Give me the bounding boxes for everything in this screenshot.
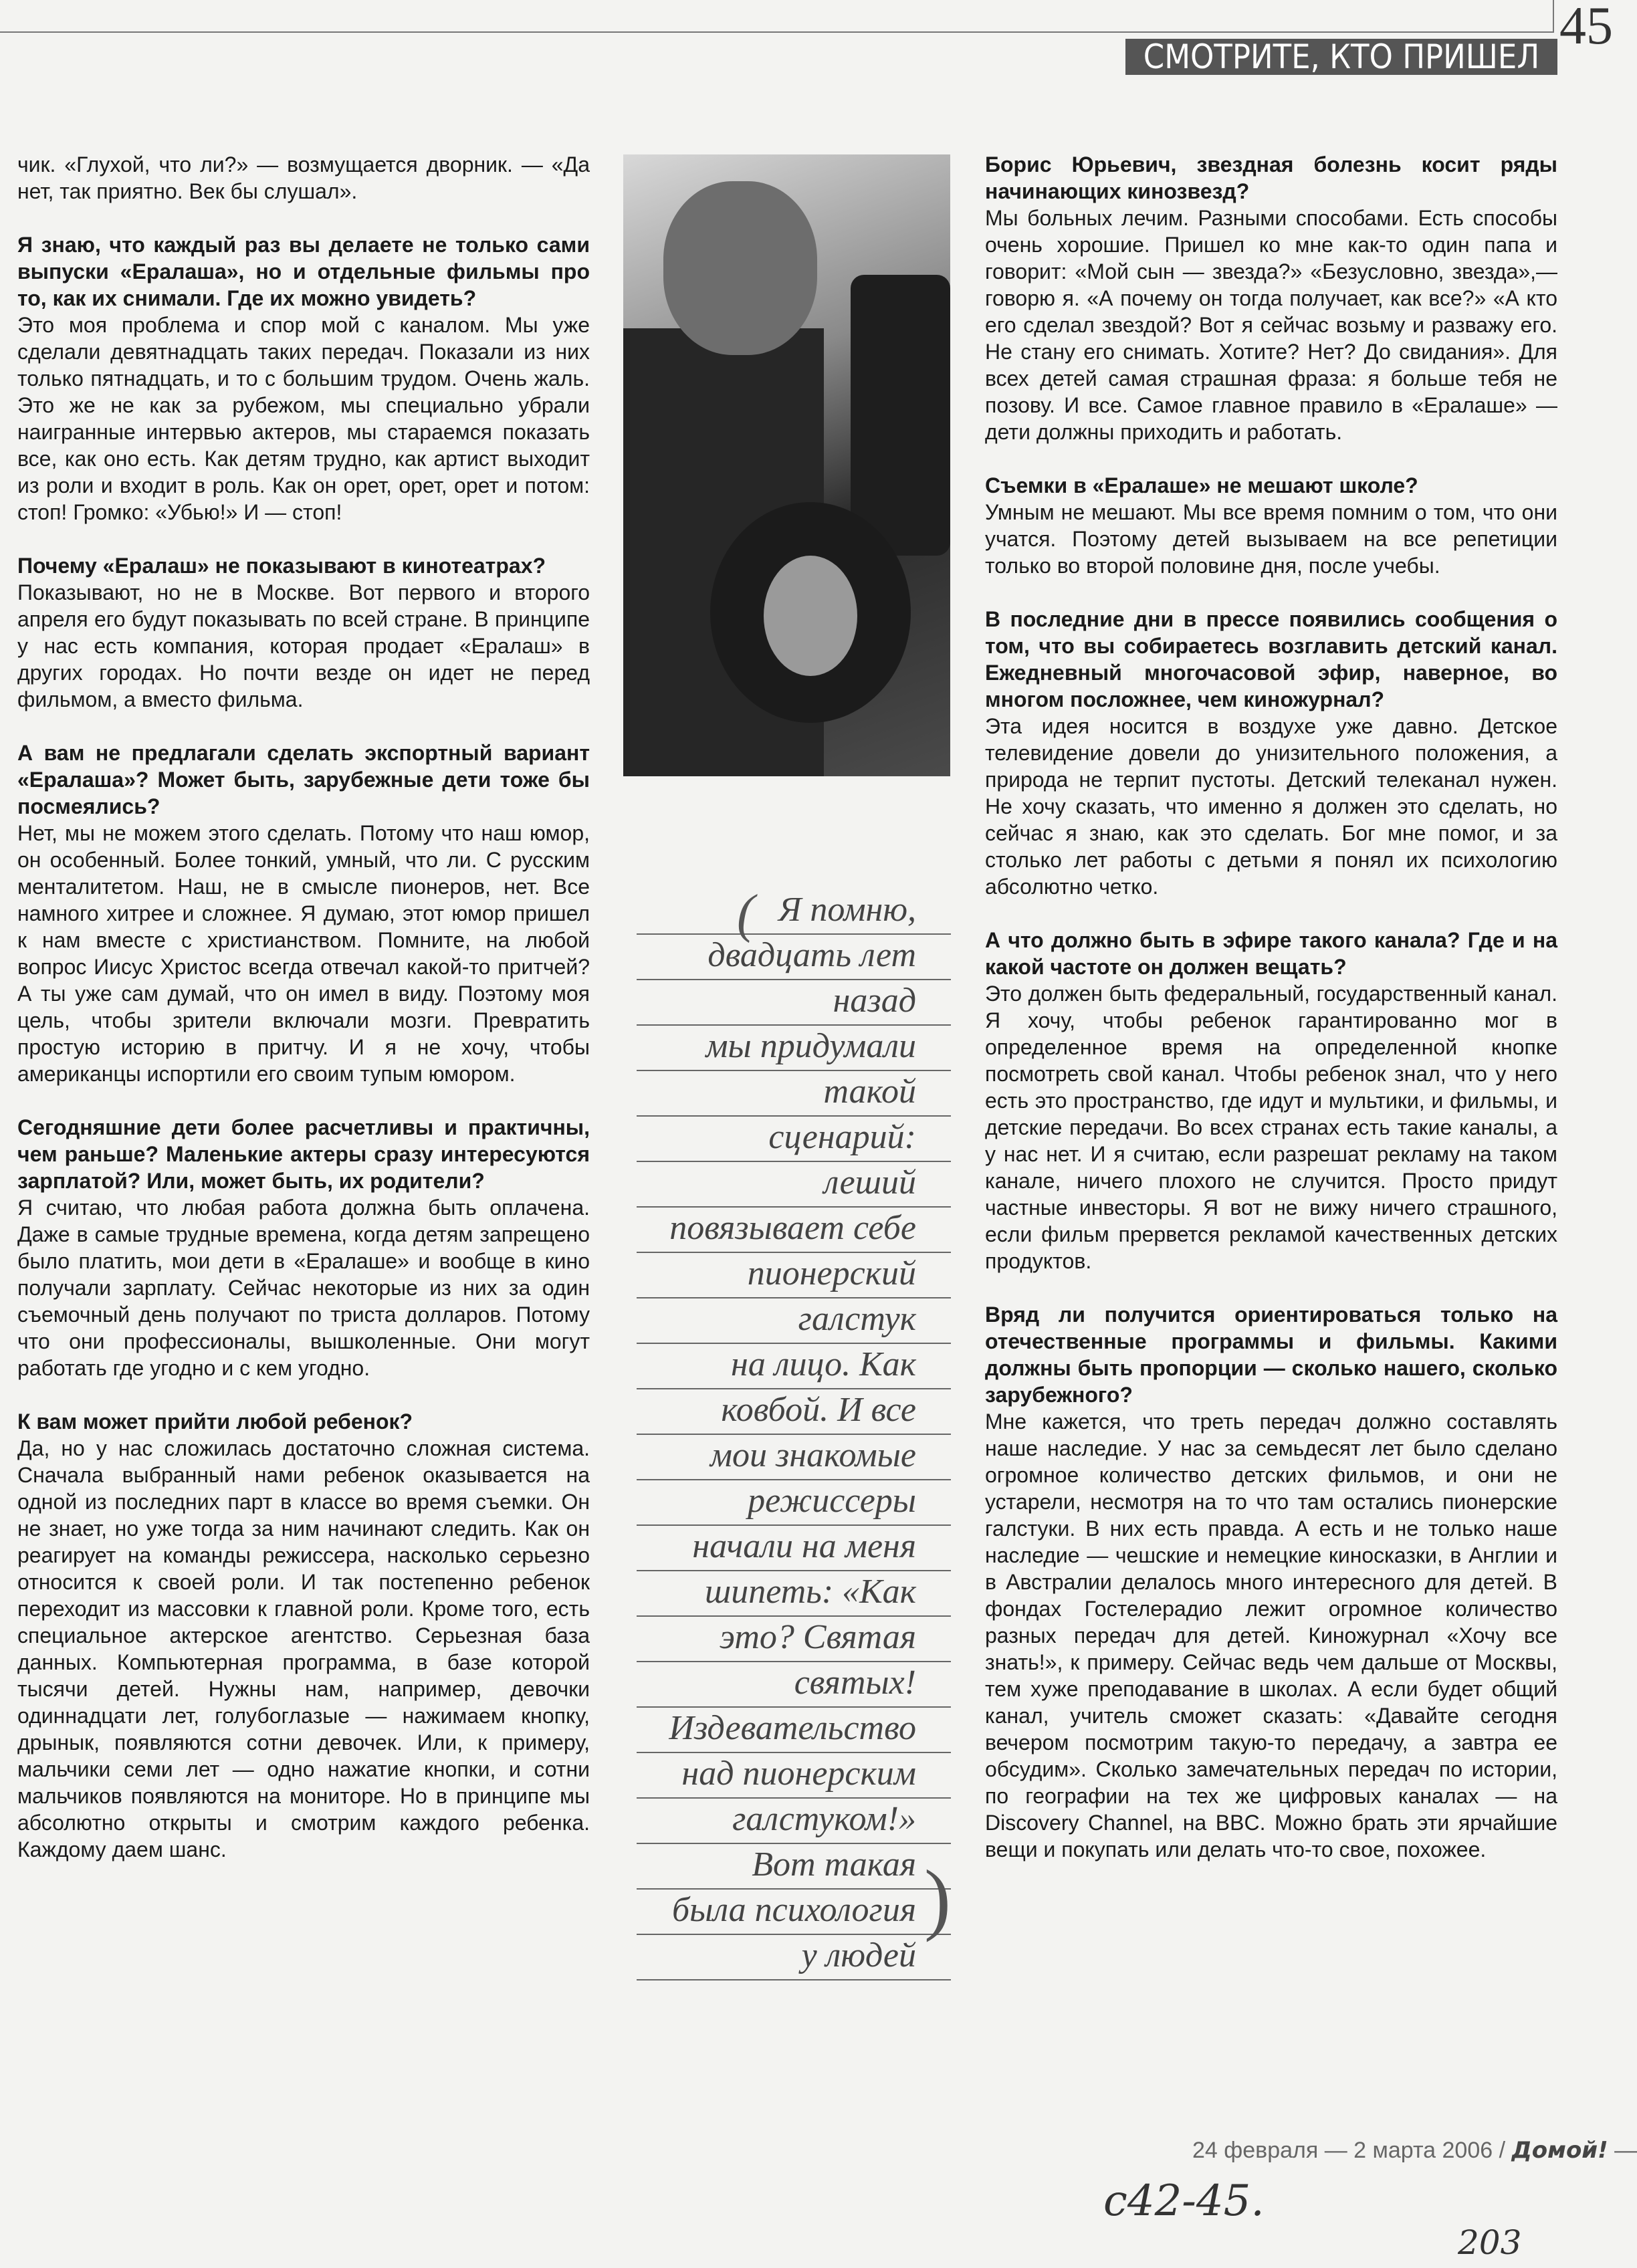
interview-question: К вам может прийти любой ребенок? [17, 1409, 413, 1434]
pull-quote-line: шипеть: «Как [637, 1571, 951, 1617]
right-column [985, 151, 1557, 1890]
pull-quote-line: Вот такая [637, 1844, 951, 1890]
interview-answer: Мне кажется, что треть передач должно составлять наше наследие. У нас за семьдесят лет было сделано огромное количество детских фильмов, и они не устарели, несмотря на то что там остались пионерские галстуки. В них есть правда. А есть и не только наше наследие — чешские и немецкие киносказки, в Англии и в Австралии делалось много интересного для детей. В фондах Гостелерадио лежит огромное количество разных передач для детей. Киножурнал «Хочу все знать!», к примеру. Сейчас ведь чем дальше от Москвы, тем хуже преподавание в школах. А если будет общий канал, учитель сможет сказать: «Давайте сегодня вечером посмотрим такую-то передачу, а завтра ее обсудим». Сколько замечательных передач по истории, по географии на тех же цифровых каналах — на Discovery Channel, на BBC. Можно брать эти ярчайшие вещи и покупать или делать что-то свое, похожее. [985, 1409, 1557, 1861]
issue-date: 24 февраля — 2 марта 2006 / [1192, 2138, 1506, 2163]
interview-answer: Да, но у нас сложилась достаточно сложная система. Сначала выбранный нами ребенок оказывается на одной из последних парт в классе во время съемки. Он не знает, но уже тогда за ним начинают следить. Как он реагирует на команды режиссера, насколько серьезно относится к своей роли. И так постепенно ребенок переходит из массовки к главной роли. Кроме того, есть специальное актерское агентство. Серьезная база данных. Компьютерная программа, в базе которой тысячи детей. Нужны нам, например, девочки одиннадцати лет, голубоглазые — нажимаем кнопку, дрынык, появляются сотни девочек. Или, к примеру, мальчики семи лет — одно нажатие кнопки, и сотни мальчиков появляются на мониторе. Но в принципе мы абсолютно открыты и смотрим каждого ребенка. Каждому даем шанс. [17, 1436, 590, 1861]
interview-answer: Мы больных лечим. Разными способами. Есть способы очень хорошие. Пришел ко мне как-то один папа и говорит: «Мой сын — звезда?» «Безусловно, звезда»,— говорю я. «А почему он тогда получает, как все?» «А кто его сделал звездой? Вот я сейчас возьму и разважу его. Не стану его снимать. Хотите? Нет? До свидания». Для всех детей самая страшная фраза: я больше тебя не позову. И все. Самое главное правило в «Ералаше» — дети должны приходить и работать. [985, 206, 1557, 444]
pull-quote-line: пионерский [637, 1253, 951, 1298]
pull-quote-line: на лицо. Как [637, 1344, 951, 1389]
pull-quote [637, 885, 951, 1980]
interview-answer: Я считаю, что любая работа должна быть оплачена. Даже в самые трудные времена, когда детям запрещено было платить, мои дети в «Ералаше» и вообще в кино получали зарплату. Сейчас некоторые из них за один съемочный день получают по триста долларов. Потому что они профессионалы, вышколенные. Они могут работать где угодно и с кем угодно. [17, 1196, 590, 1380]
handwritten-pages: с42-45. [1103, 2176, 1265, 2226]
top-rule [0, 31, 1553, 33]
pull-quote-line: Я помню, [637, 889, 951, 935]
section-title: СМОТРИТЕ, КТО ПРИШЕЛ [1125, 39, 1557, 75]
corner-rule [1553, 0, 1554, 33]
pull-quote-line: была психология [637, 1890, 951, 1935]
interview-answer: Это моя проблема и спор мой с каналом. Мы уже сделали девятнадцать таких передач. Показали из них только пятнадцать, и то с большим трудом. Очень жаль. Это же не как за рубежом, мы специально убрали наигранные интервью актеров, мы стараемся показать все, как оно есть. Как детям трудно, как артист выходит из роли и входит в роль. Как он орет, орет, орет и потом: стоп! Громко: «Убью!» И — стоп! [17, 313, 590, 524]
pull-quote-line: над пионерским [637, 1753, 951, 1799]
handwritten-number: 203 [1458, 2223, 1522, 2262]
interview-answer: Эта идея носится в воздухе уже давно. Детское телевидение довели до унизительного положения, а природа не терпит пустоты. Детский телеканал нужен. Не хочу сказать, что именно я должен это сделать, но сейчас я знаю, как это сделать. Бог мне помог, и за столько лет работы с детьми я понял их психологию абсолютно четко. [985, 714, 1557, 899]
pull-quote-line: леший [637, 1162, 951, 1208]
pull-quote-line: святых! [637, 1662, 951, 1708]
pull-quote-line: мои знакомые [637, 1435, 951, 1480]
interview-question: Съемки в «Ералаше» не мешают школе? [985, 473, 1418, 497]
interview-answer: Показывают, но не в Москве. Вот первого и второго апреля его будут показывать по всей стране. В принципе у нас есть компания, которая продает «Ералаш» в других городах. Но почти везде он идет не перед фильмом, а вместо фильма. [17, 580, 590, 711]
pull-quote-line: такой [637, 1071, 951, 1117]
interview-question: Я знаю, что каждый раз вы делаете не только сами выпуски «Ералаша», но и отдельные фильмы про то, как их снимали. Где их можно увидеть? [17, 233, 590, 310]
pull-quote-line: Издевательство [637, 1708, 951, 1753]
left-column [17, 151, 590, 1890]
interview-question: Борис Юрьевич, звездная болезнь косит ряды начинающих кинозвезд? [985, 152, 1557, 203]
pull-quote-line: начали на меня [637, 1526, 951, 1571]
pull-quote-line: галстуком!» [637, 1799, 951, 1844]
interview-question: В последние дни в прессе появились сообщения о том, что вы собираетесь возглавить детский канал. Ежедневный многочасовой эфир, наверное, во многом посложнее, чем киножурнал? [985, 607, 1557, 711]
magazine-name: Домой! [1511, 2137, 1608, 2164]
interview-question: А вам не предлагали сделать экспортный вариант «Ералаша»? Может быть, зарубежные дети тоже бы посмеялись? [17, 741, 590, 818]
interview-question: Почему «Ералаш» не показывают в кинотеатрах? [17, 554, 546, 578]
interview-question: Сегодняшние дети более расчетливы и практичны, чем раньше? Маленькие актеры сразу интересуются зарплатой? Или, может быть, их родители? [17, 1115, 590, 1193]
pull-quote-line: режиссеры [637, 1480, 951, 1526]
page-number: 45 [1559, 0, 1613, 55]
footer-dash: — [1614, 2138, 1637, 2163]
quote-open-mark: ( [737, 885, 755, 943]
quote-close-mark: ) [924, 1853, 951, 1942]
pull-quote-line: это? Святая [637, 1617, 951, 1662]
interview-question: А что должно быть в эфире такого канала? Где и на какой частоте он должен вещать? [985, 928, 1557, 979]
pull-quote-line: галстук [637, 1298, 951, 1344]
pull-quote-line: ковбой. И все [637, 1389, 951, 1435]
pull-quote-line: назад [637, 980, 951, 1026]
pull-quote-line: двадцать лет [637, 935, 951, 980]
interview-photo [623, 154, 950, 776]
interview-answer: Нет, мы не можем этого сделать. Потому что наш юмор, он особенный. Более тонкий, умный, что ли. С русским менталитетом. Наш, не в смысле пионеров, нет. Все намного хитрее и сложнее. Я думаю, этот юмор пришел к нам вместе с христианством. Помните, на любой вопрос Иисус Христос всегда отвечал какой-то притчей? А ты уже сам думай, что он имел в виду. Поэтому моя цель, чтобы зрители включали мозги. Превратить простую историю в притчу. И я не хочу, чтобы американцы испортили его своим тупым юмором. [17, 821, 590, 1086]
interview-question: Вряд ли получится ориентироваться только на отечественные программы и фильмы. Какими должны быть пропорции — сколько нашего, сколько зарубежного? [985, 1302, 1557, 1407]
footer [1192, 2137, 1637, 2164]
pull-quote-line: мы придумали [637, 1026, 951, 1071]
pull-quote-line: сценарий: [637, 1117, 951, 1162]
interview-answer: Это должен быть федеральный, государственный канал. Я хочу, чтобы ребенок гарантированно мог в определенное время на определенной кнопке посмотреть свой канал. Чтобы ребенок знал, что у него есть это пространство, где идут и мультики, и фильмы, и детские передачи. Во всех странах есть такие каналы, а у нас нет. И я считаю, если разрешат рекламу на таком канале, ничего плохого не случится. Просто придут частные инвесторы. Я вот не вижу ничего страшного, если фильм прервется рекламой качественных детских продуктов. [985, 982, 1557, 1273]
pull-quote-line: повязывает себе [637, 1208, 951, 1253]
interview-answer: Умным не мешают. Мы все время помним о том, что они учатся. Поэтому детей вызываем на все репетиции только во второй половине дня, после учебы. [985, 500, 1557, 578]
interview-answer: чик. «Глухой, что ли?» — возмущается дворник. — «Да нет, так приятно. Век бы слушал». [17, 152, 590, 203]
pull-quote-line: у людей [637, 1935, 951, 1980]
